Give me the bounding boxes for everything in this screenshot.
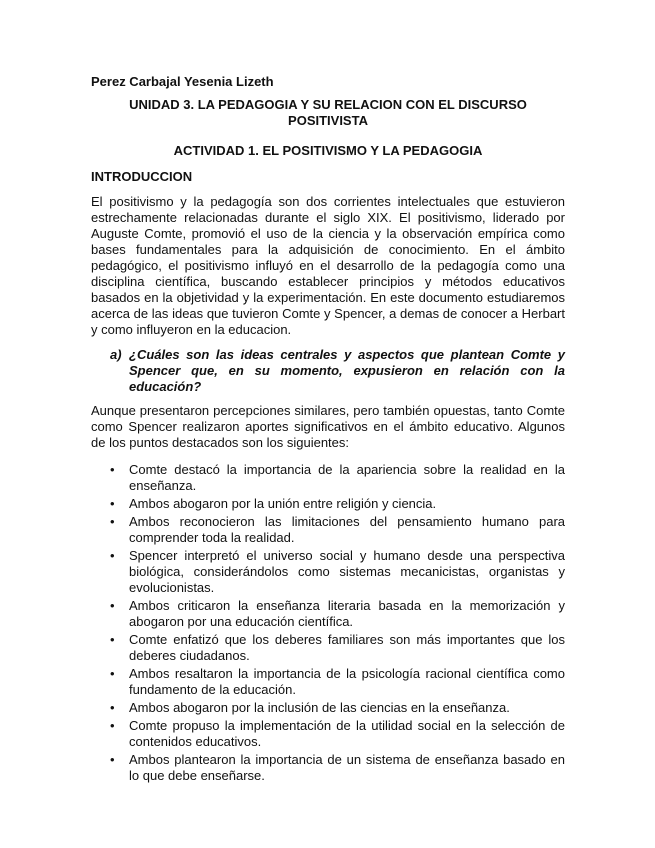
list-item xyxy=(91,496,565,512)
question-text: ¿Cuáles son las ideas centrales y aspectos que plantean Comte y Spencer que, en su momento, expusieron en relación con la educación? xyxy=(129,347,565,394)
bullet-icon: • xyxy=(110,752,115,767)
list-item-text: Ambos reconocieron las limitaciones del pensamiento humano para comprender toda la realidad. xyxy=(129,514,565,545)
bullet-icon: • xyxy=(110,462,115,477)
bullet-icon: • xyxy=(110,666,115,681)
list-item xyxy=(91,514,565,546)
bullet-icon: • xyxy=(110,632,115,647)
answer-paragraph: Aunque presentaron percepciones similares, pero también opuestas, tanto Comte como Spencer realizaron aportes significativos en el ámbito educativo. Algunos de los puntos destacados son los siguientes: xyxy=(91,403,565,450)
list-item xyxy=(91,462,565,494)
bullet-icon: • xyxy=(110,598,115,613)
list-item-text: Ambos resaltaron la importancia de la psicología racional científica como fundamento de la educación. xyxy=(129,666,565,697)
list-item xyxy=(91,548,565,596)
activity-title: ACTIVIDAD 1. EL POSITIVISMO Y LA PEDAGOGIA xyxy=(173,143,483,158)
list-item-text: Comte destacó la importancia de la apariencia sobre la realidad en la enseñanza. xyxy=(129,462,565,493)
list-item xyxy=(91,598,565,630)
bullet-icon: • xyxy=(110,548,115,563)
author-name: Perez Carbajal Yesenia Lizeth xyxy=(91,74,274,89)
points-list xyxy=(91,462,565,784)
question-a xyxy=(110,347,565,395)
list-item xyxy=(91,632,565,664)
document-title: UNIDAD 3. LA PEDAGOGIA Y SU RELACION CON EL DISCURSO POSITIVISTA xyxy=(129,97,527,128)
list-item-text: Ambos plantearon la importancia de un sistema de enseñanza basado en lo que debe enseñarse. xyxy=(129,752,565,783)
list-item xyxy=(91,666,565,698)
question-label: a) xyxy=(110,347,122,362)
list-item-text: Ambos abogaron por la unión entre religión y ciencia. xyxy=(129,496,437,511)
bullet-icon: • xyxy=(110,514,115,529)
list-item xyxy=(91,718,565,750)
list-item-text: Comte enfatizó que los deberes familiares son más importantes que los deberes ciudadanos. xyxy=(129,632,565,663)
list-item xyxy=(91,752,565,784)
document-content xyxy=(91,74,565,786)
intro-paragraph: El positivismo y la pedagogía son dos corrientes intelectuales que estuvieron estrechamente relacionadas durante el siglo XIX. El positivismo, liderado por Auguste Comte, promovió el uso de la ciencia y la observación empírica como bases fundamentales para la adquisición de conocimiento. En el ámbito pedagógico, el positivismo influyó en el desarrollo de la pedagogía como una disciplina científica, buscando establecer principios y métodos educativos basados en la objetividad y la experimentación. En este documento estudiaremos acerca de las ideas que tuvieron Comte y Spencer, a demas de conocer a Herbart y como influyeron en la educacion. xyxy=(91,194,565,337)
bullet-icon: • xyxy=(110,700,115,715)
list-item xyxy=(91,700,565,716)
list-item-text: Comte propuso la implementación de la utilidad social en la selección de contenidos educativos. xyxy=(129,718,565,749)
list-item-text: Ambos abogaron por la inclusión de las ciencias en la enseñanza. xyxy=(129,700,510,715)
bullet-icon: • xyxy=(110,718,115,733)
bullet-icon: • xyxy=(110,496,115,511)
list-item-text: Spencer interpretó el universo social y humano desde una perspectiva biológica, considerándolos como sistemas mecanicistas, organistas y evolucionistas. xyxy=(129,548,565,595)
list-item-text: Ambos criticaron la enseñanza literaria basada en la memorización y abogaron por una educación científica. xyxy=(129,598,565,629)
intro-heading: INTRODUCCION xyxy=(91,169,193,184)
